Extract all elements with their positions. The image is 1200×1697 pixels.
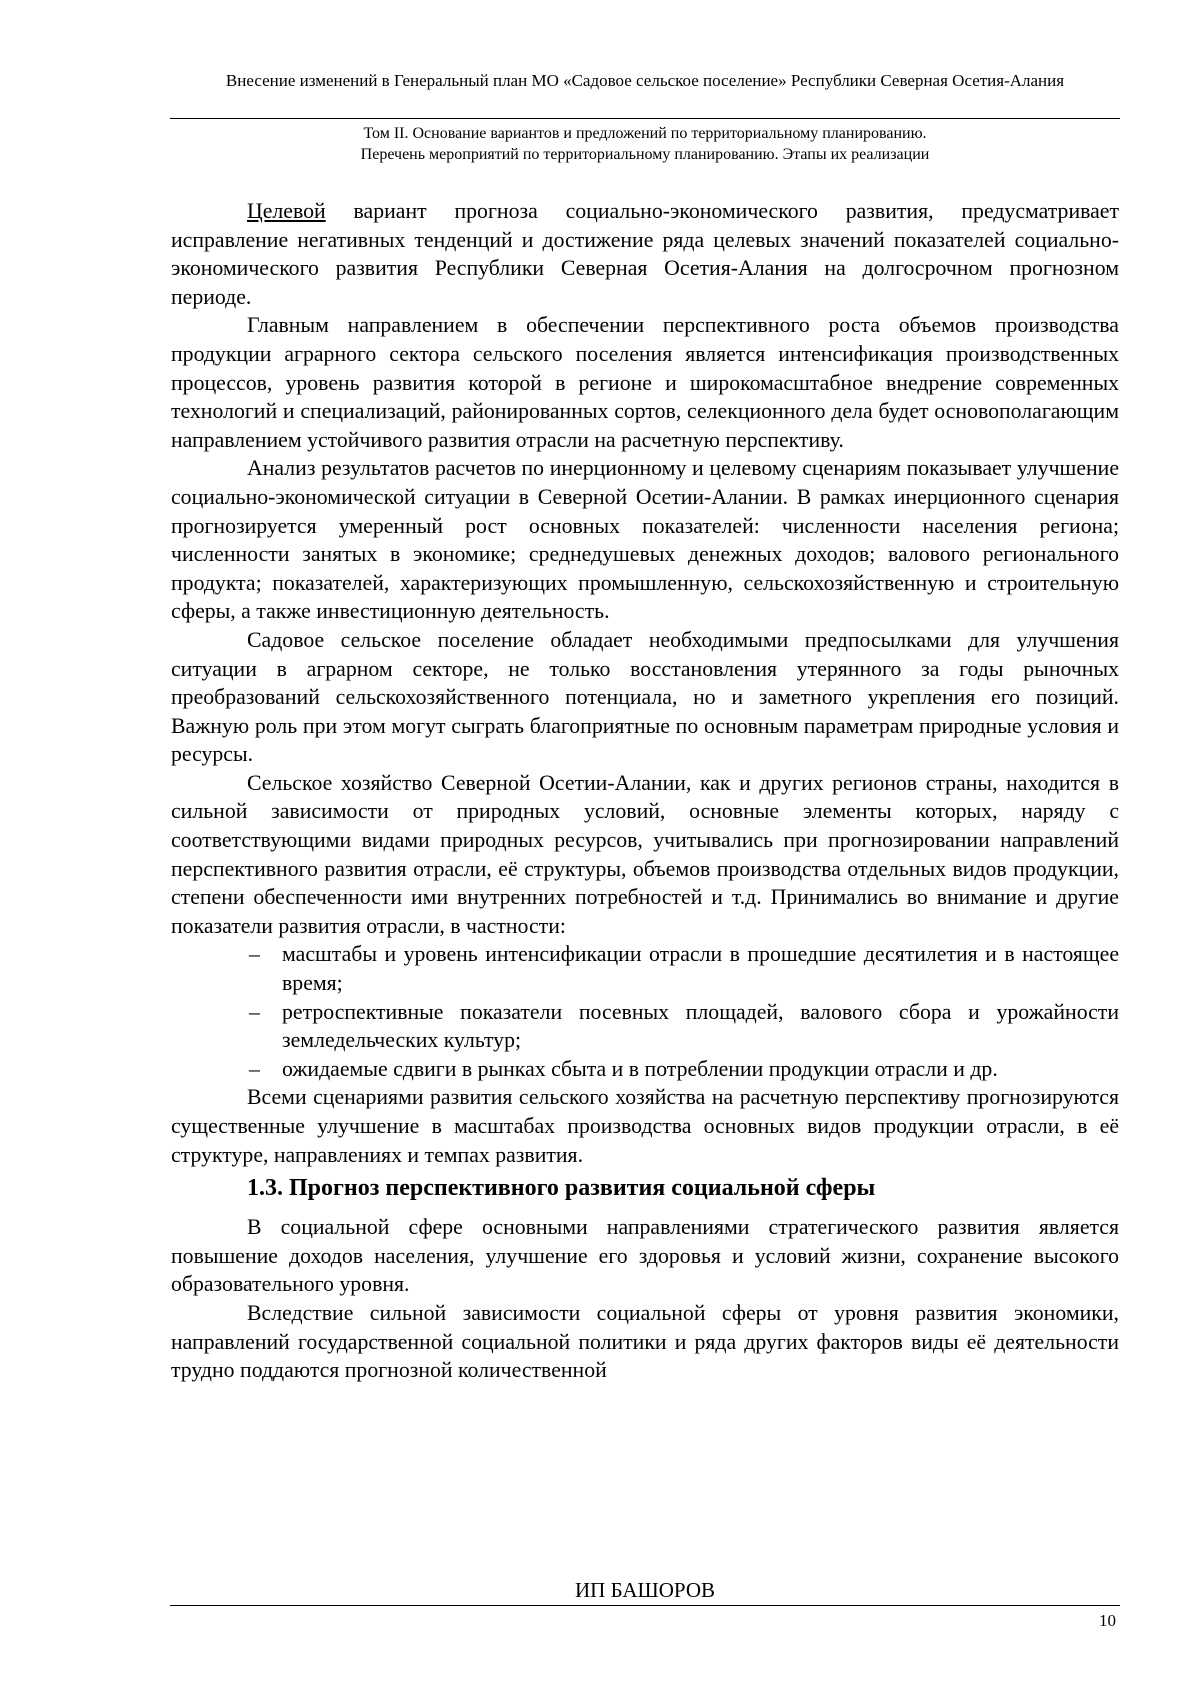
document-body	[171, 197, 1119, 1385]
paragraph-2: Главным направлением в обеспечении перспективного роста объемов производства продукции аграрного сектора сельского поселения является интенсификация производственных процессов, уровень развития которой в регионе и широкомасштабное внедрение современных технологий и специализаций, районированных сортов, селекционного дела будет основополагающим направлением устойчивого развития отрасли на расчетную перспективу.	[171, 313, 1119, 452]
footer-company: ИП БАШОРОВ	[575, 1578, 715, 1602]
list-item-text: масштабы и уровень интенсификации отрасли в прошедшие десятилетия и в настоящее время;	[282, 942, 1119, 996]
page-subheader	[170, 123, 1120, 165]
list-item-text: ретроспективные показатели посевных площадей, валового сбора и урожайности земледельческих культур;	[282, 999, 1119, 1053]
list-item	[171, 998, 1119, 1055]
paragraph-6: Всеми сценариями развития сельского хозяйства на расчетную перспективу прогнозируются существенные улучшение в масштабах производства основных видов продукции отрасли, в её структуре, направлениях и темпах развития.	[171, 1085, 1119, 1167]
paragraph-5: Сельское хозяйство Северной Осетии-Алании, как и других регионов страны, находится в сильной зависимости от природных условий, основные элементы которых, наряду с соответствующими видами природных ресурсов, учитывались при прогнозировании направлений перспективного развития отрасли, её структуры, объемов производства отдельных видов продукции, степени обеспеченности ими внутренних потребностей и т.д. Принимались во внимание и другие показатели развития отрасли, в частности:	[171, 770, 1119, 938]
page-header	[170, 71, 1120, 91]
paragraph-4: Садовое сельское поселение обладает необходимыми предпосылками для улучшения ситуации в аграрном секторе, не только восстановления утерянного за годы рыночных преобразований сельскохозяйственного потенциала, но и заметного укрепления его позиций. Важную роль при этом могут сыграть благоприятные по основным параметрам природные условия и ресурсы.	[171, 627, 1119, 767]
paragraph-7: В социальной сфере основными направлениями стратегического развития является повышение доходов населения, улучшение его здоровья и условий жизни, сохранение высокого образовательного уровня.	[171, 1215, 1119, 1297]
paragraph-1-underlined-term: Целевой	[247, 199, 326, 223]
section-heading: 1.3. Прогноз перспективного развития социальной сферы	[247, 1175, 876, 1202]
list-item-text: ожидаемые сдвиги в рынках сбыта и в потреблении продукции отрасли и др.	[282, 1056, 998, 1081]
list-item	[171, 940, 1119, 997]
header-title: Внесение изменений в Генеральный план МО «Садовое сельское поселение» Республики Северная Осетия-Алания	[225, 71, 1065, 90]
paragraph-1	[171, 197, 1119, 311]
factors-list	[171, 940, 1119, 1083]
list-dash: –	[249, 942, 260, 967]
list-dash: –	[249, 999, 260, 1024]
header-divider	[170, 118, 1120, 119]
page-number: 10	[1099, 1611, 1116, 1630]
subheader-line-2: Перечень мероприятий по территориальному планированию. Этапы их реализации	[360, 146, 930, 163]
list-item	[171, 1055, 1119, 1084]
list-dash: –	[249, 1056, 260, 1081]
paragraph-3: Анализ результатов расчетов по инерционному и целевому сценариям показывает улучшение социально-экономической ситуации в Северной Осетии-Алании. В рамках инерционного сценария прогнозируется умеренный рост основных показателей: численности населения региона; численности занятых в экономике; среднедушевых денежных доходов; валового регионального продукта; показателей, характеризующих промышленную, сельскохозяйственную и строительную сферы, а также инвестиционную деятельность.	[171, 456, 1119, 624]
paragraph-1-text: вариант прогноза социально-экономического развития, предусматривает исправление негативных тенденций и достижение ряда целевых значений показателей социально-экономического развития Республики Северная Осетия-Алания на долгосрочном прогнозном периоде.	[171, 199, 1119, 309]
subheader-line-1: Том II. Основание вариантов и предложений по территориальному планированию.	[363, 125, 927, 142]
paragraph-8: Вследствие сильной зависимости социальной сферы от уровня развития экономики, направлений государственной социальной политики и ряда других факторов виды её деятельности трудно поддаются прогнозной количественной	[171, 1300, 1119, 1383]
footer-divider	[170, 1605, 1120, 1606]
